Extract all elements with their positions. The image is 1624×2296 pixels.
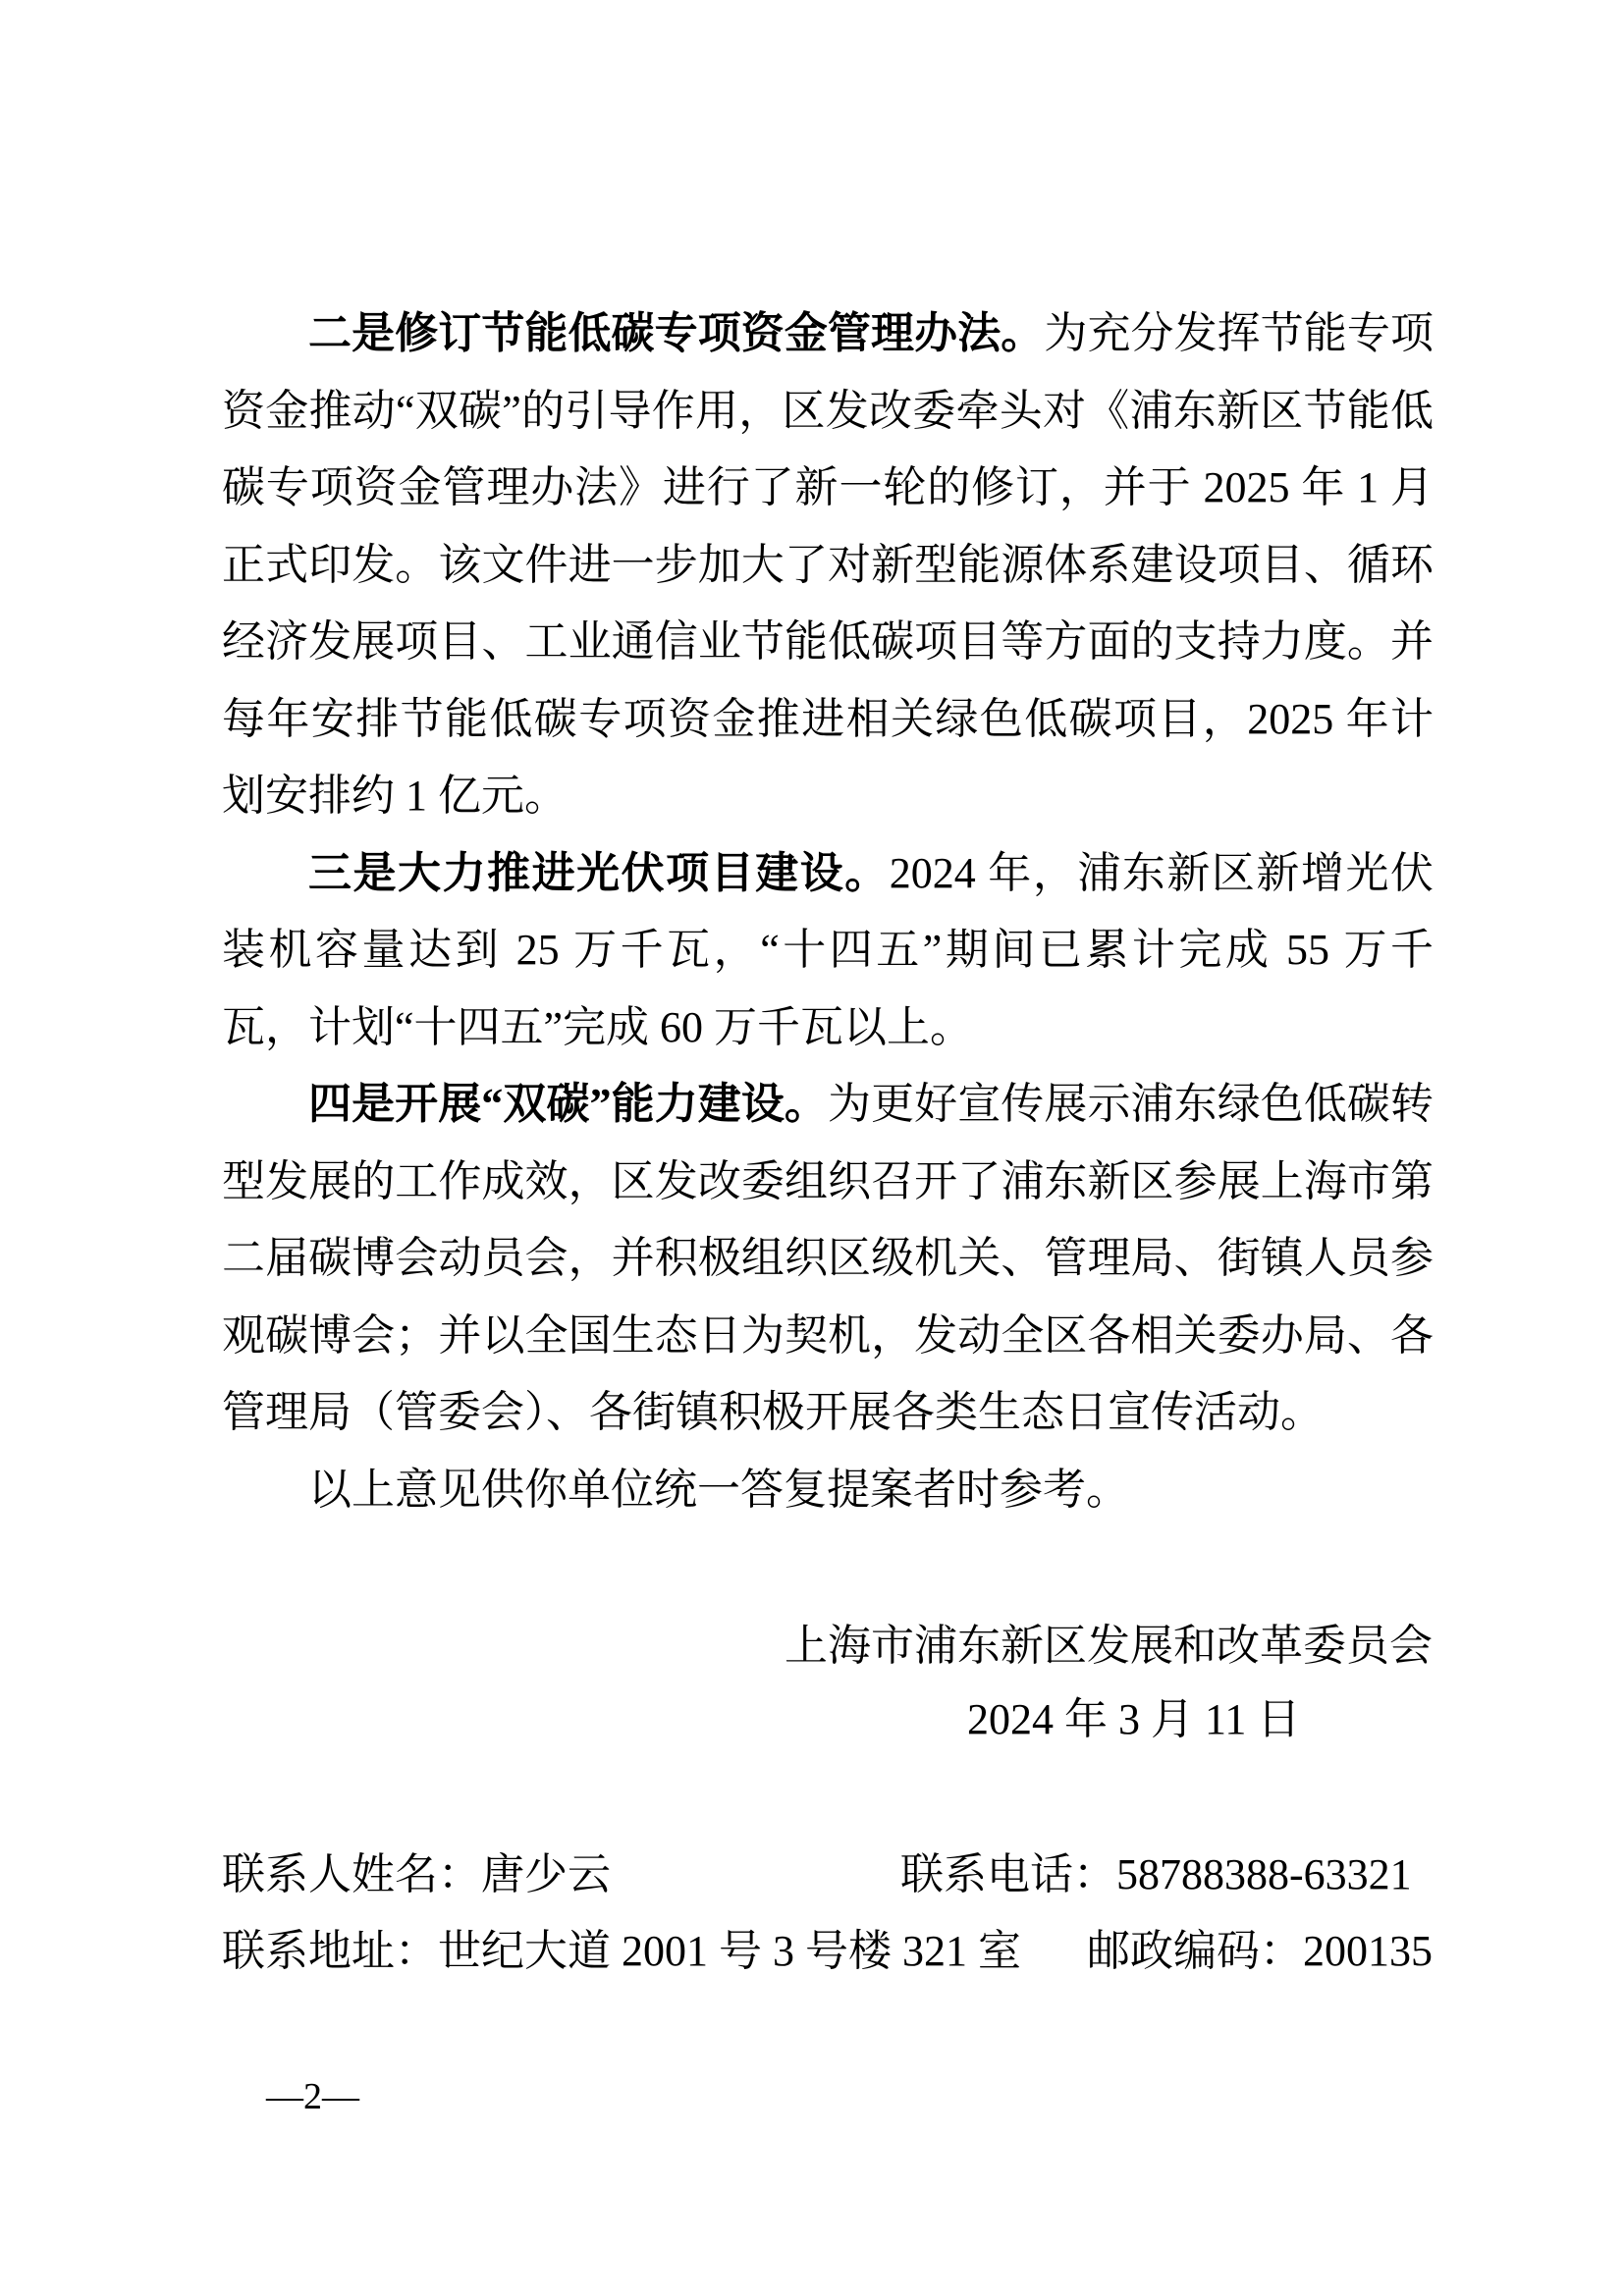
paragraph-3-line-3: 二届碳博会动员会，并积极组织区级机关、管理局、街镇人员参 bbox=[222, 1234, 1434, 1282]
paragraph-2-text: 2024 年，浦东新区新增光伏 bbox=[889, 848, 1434, 897]
paragraph-3-line-2: 型发展的工作成效，区发改委组织召开了浦东新区参展上海市第 bbox=[222, 1156, 1434, 1205]
paragraph-1-text: 为充分发挥节能专项 bbox=[1044, 309, 1434, 357]
contact-address-value: 世纪大道 2001 号 3 号楼 321 室 bbox=[438, 1927, 1021, 1975]
paragraph-1-line-3: 碳专项资金管理办法》进行了新一轮的修订，并于 2025 年 1 月 bbox=[222, 463, 1434, 511]
contact-phone-label: 联系电话： bbox=[900, 1850, 1116, 1898]
signature-date: 2024 年 3 月 11 日 bbox=[967, 1695, 1301, 1743]
document-body bbox=[222, 295, 1434, 1528]
contact-address-label: 联系地址： bbox=[222, 1927, 438, 1975]
contact-address bbox=[222, 1913, 1021, 1990]
contact-phone bbox=[900, 1837, 1412, 1913]
paragraph-2-heading: 三是大力推进光伏项目建设。 bbox=[308, 848, 890, 897]
paragraph-1-line-1 bbox=[222, 295, 1434, 373]
paragraph-3-heading: 四是开展“双碳”能力建设。 bbox=[308, 1080, 828, 1128]
contact-postcode-value: 200135 bbox=[1303, 1927, 1433, 1975]
paragraph-3-text: 为更好宣传展示浦东绿色低碳转 bbox=[828, 1080, 1434, 1128]
signature-organization: 上海市浦东新区发展和改革委员会 bbox=[785, 1622, 1433, 1670]
paragraph-2-line-1 bbox=[222, 835, 1434, 913]
paragraph-2-line-2: 装机容量达到 25 万千瓦，“十四五”期间已累计完成 55 万千 bbox=[222, 926, 1434, 974]
contact-phone-value: 58788388-63321 bbox=[1116, 1850, 1412, 1898]
paragraph-1-heading: 二是修订节能低碳专项资金管理办法。 bbox=[308, 309, 1045, 357]
paragraph-1-line-2: 资金推动“双碳”的引导作用，区发改委牵头对《浦东新区节能低 bbox=[222, 386, 1434, 435]
paragraph-1-line-5: 经济发展项目、工业通信业节能低碳项目等方面的支持力度。并 bbox=[222, 617, 1434, 666]
paragraph-1-line-7: 划安排约 1 亿元。 bbox=[222, 772, 568, 820]
contact-postcode bbox=[1087, 1913, 1433, 1990]
paragraph-3-line-1 bbox=[222, 1066, 1434, 1144]
contact-postcode-label: 邮政编码： bbox=[1087, 1927, 1303, 1975]
closing-remark: 以上意见供你单位统一答复提案者时参考。 bbox=[308, 1465, 1129, 1514]
page-number: —2— bbox=[266, 2076, 359, 2117]
paragraph-2-line-3: 瓦，计划“十四五”完成 60 万千瓦以上。 bbox=[222, 1002, 974, 1051]
paragraph-1-line-6: 每年安排节能低碳专项资金推进相关绿色低碳项目，2025 年计 bbox=[222, 694, 1434, 743]
contact-name-value: 唐少云 bbox=[481, 1850, 611, 1898]
paragraph-3-line-5: 管理局（管委会）、各街镇积极开展各类生态日宣传活动。 bbox=[222, 1388, 1324, 1436]
contact-name bbox=[222, 1837, 611, 1913]
paragraph-3-line-4: 观碳博会；并以全国生态日为契机，发动全区各相关委办局、各 bbox=[222, 1310, 1434, 1360]
paragraph-1-line-4: 正式印发。该文件进一步加大了对新型能源体系建设项目、循环 bbox=[222, 540, 1434, 589]
contact-name-label: 联系人姓名： bbox=[222, 1850, 481, 1898]
